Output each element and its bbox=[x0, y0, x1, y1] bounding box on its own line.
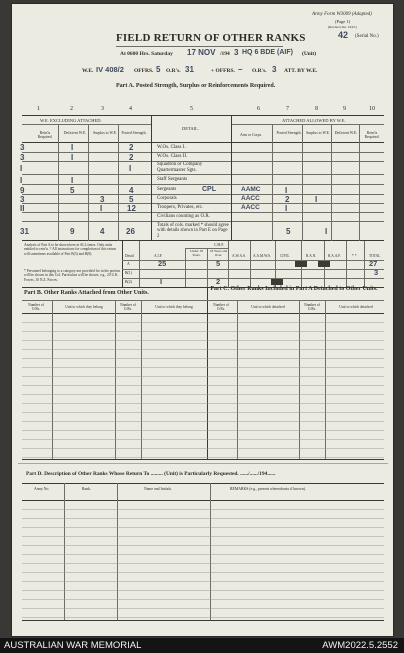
we-label: W.E. bbox=[82, 68, 94, 74]
form-revised: (Revised Jan. 1943.) bbox=[328, 25, 357, 29]
sub-header: Deficient W.E. bbox=[63, 131, 87, 135]
ors-label-2: O.R's. bbox=[252, 68, 267, 74]
part-c-col: Number of O.Rs. bbox=[213, 303, 229, 311]
cell-value: 9 bbox=[70, 227, 75, 236]
we-excl-label: W.E. EXCLUDING ATTACHED. bbox=[40, 118, 102, 123]
col-number: 7 bbox=[286, 106, 289, 112]
cell-value: I bbox=[20, 176, 23, 185]
analysis-header: 18 Years and Over. bbox=[209, 249, 228, 257]
offrs-value-2: – bbox=[238, 65, 243, 74]
part-d-col: Army No. bbox=[34, 487, 50, 491]
analysis-value: 3 bbox=[374, 268, 379, 277]
att-label: ATT. BY W.E. bbox=[284, 68, 318, 74]
sub-header: Posted Strength. bbox=[276, 131, 302, 135]
cell-value: 4 bbox=[100, 227, 105, 236]
cell-value: AACC bbox=[241, 204, 260, 211]
analysis-header: R.A.A.F. bbox=[328, 254, 341, 258]
cell-value: AAMC bbox=[241, 186, 261, 193]
cell-value: 4 bbox=[129, 186, 134, 195]
part-c-title: Part C. Other Ranks Included in Part A Detached to Other Units. bbox=[210, 286, 378, 292]
sub-header: Rein'ts Required. bbox=[37, 131, 53, 139]
col-number: 5 bbox=[190, 106, 193, 112]
sub-header: Arm or Corps. bbox=[239, 133, 263, 137]
detail-privates: Troopers, Privates, etc. bbox=[157, 205, 204, 210]
cell-value: 2 bbox=[129, 153, 134, 162]
sub-header: Surplus to W.E. bbox=[93, 131, 117, 135]
ors-value-1: 31 bbox=[185, 65, 194, 74]
cell-value: 2 bbox=[129, 143, 134, 152]
unit-value: HQ 6 BDE (AIF) bbox=[242, 49, 293, 56]
col-number: 1 bbox=[37, 106, 40, 112]
part-b-col: Unit to which they belong bbox=[155, 305, 193, 309]
unit-label: (Unit) bbox=[302, 51, 317, 57]
offrs-label-1: OFFRS. bbox=[134, 68, 154, 74]
analysis-header: Detail bbox=[125, 254, 134, 258]
col-number: 6 bbox=[257, 106, 260, 112]
year-value: 3 bbox=[234, 48, 239, 57]
analysis-header: CIVIL bbox=[280, 254, 290, 258]
col-number: 10 bbox=[369, 106, 375, 112]
cmf-label: C.M.F. bbox=[214, 243, 224, 247]
page-title: FIELD RETURN OF OTHER RANKS bbox=[116, 32, 306, 44]
part-b-title: Part B. Other Ranks Attached from Other Units. bbox=[24, 290, 149, 296]
analysis-footnote: * Personnel belonging to a category not provided for in the portion will be shown in this Col. Particulars will be shown, e.g., 20 U.K. Forces, 10 N.Z. Forces. bbox=[24, 269, 121, 282]
analysis-row-label: B(2) bbox=[125, 280, 132, 284]
cell-value: I bbox=[20, 164, 23, 173]
field-return-form bbox=[12, 4, 393, 636]
date-line-prefix: At 0600 Hrs. Saturday bbox=[120, 51, 173, 57]
ors-label-1: O.R's. bbox=[166, 68, 181, 74]
cell-value: 3 bbox=[20, 195, 25, 204]
part-d-col: Rank. bbox=[82, 487, 91, 491]
sub-header: Surplus to W.E. bbox=[306, 131, 330, 135]
analysis-header: TOTAL bbox=[369, 254, 381, 258]
part-b-col: Number of O.Rs. bbox=[120, 303, 136, 311]
cell-value: 12 bbox=[127, 204, 136, 213]
analysis-header: A.A.M.W.S. bbox=[253, 254, 271, 258]
detail-label: DETAIL. bbox=[182, 126, 200, 131]
analysis-value: I bbox=[160, 277, 163, 286]
cell-value: I bbox=[285, 204, 288, 213]
cell-value: 9 bbox=[20, 186, 25, 195]
serial-number: 42 bbox=[338, 30, 349, 40]
form-page: (Page 1) bbox=[335, 19, 351, 24]
analysis-value: 2 bbox=[216, 277, 221, 286]
analysis-header: Under 18 Years. bbox=[190, 249, 203, 257]
detail-staff-sgts: Staff Sergeants bbox=[157, 177, 188, 182]
col-number: 4 bbox=[129, 106, 132, 112]
part-a-title: Part A. Posted Strength, Surplus or Reinforcements Required. bbox=[116, 83, 276, 89]
archive-footer bbox=[0, 638, 404, 653]
analysis-header: R.A.N. bbox=[306, 254, 317, 258]
cell-value: 31 bbox=[20, 227, 29, 236]
part-b-col: Unit to which they belong bbox=[65, 305, 103, 309]
offrs-value-1: 5 bbox=[156, 65, 161, 74]
cell-value: 5 bbox=[286, 227, 291, 236]
cell-value: 5 bbox=[129, 195, 134, 204]
col-number: 8 bbox=[315, 106, 318, 112]
analysis-value: 25 bbox=[158, 259, 167, 268]
part-d-col: REMARKS (e.g., present whereabouts if known). bbox=[230, 487, 306, 491]
analysis-row-label: A bbox=[127, 262, 130, 266]
part-c-col: Number of O.Rs. bbox=[304, 303, 320, 311]
cell-value: 5 bbox=[70, 186, 75, 195]
cell-value: 3 bbox=[100, 195, 105, 204]
analysis-header: * * bbox=[352, 254, 357, 258]
col-number: 9 bbox=[343, 106, 346, 112]
analysis-header: A.W.A.S. bbox=[232, 254, 246, 258]
part-d-col: Name and Initials. bbox=[144, 487, 172, 491]
detail-wo2: W.Os. Class II. bbox=[157, 154, 188, 159]
cell-value: II bbox=[20, 204, 25, 213]
we-value: IV 408/2 bbox=[96, 65, 124, 74]
plus-offrs: + OFFRS. bbox=[211, 68, 235, 74]
cell-value: I bbox=[71, 153, 74, 162]
cell-value: I bbox=[71, 176, 74, 185]
footer-institution: AUSTRALIAN WAR MEMORIAL bbox=[4, 640, 142, 651]
cell-value: 3 bbox=[20, 153, 25, 162]
cell-value: I bbox=[71, 143, 74, 152]
sub-header: Rein'ts Required. bbox=[364, 131, 380, 139]
detail-corporals: Corporals bbox=[157, 196, 177, 201]
analysis-header: A.I.F. bbox=[154, 254, 163, 258]
form-id: Army Form W3009 (Adapted) bbox=[312, 12, 372, 17]
sub-header: Deficient W.E. bbox=[334, 131, 358, 135]
cell-value: 2 bbox=[285, 195, 290, 204]
cell-value: I bbox=[325, 227, 328, 236]
analysis-row-label: B(1) bbox=[125, 271, 132, 275]
analysis-notes: Analysis of Part A to be shown here at ALL times. Only units entitled to rein'ts. ? All instructions for completion of this return will sometimes available of Part B(3) and B(8). bbox=[24, 243, 116, 256]
cell-value: I bbox=[100, 204, 103, 213]
part-c-col: Unit to which detached bbox=[339, 305, 373, 309]
part-c-col: Unit to which detached bbox=[251, 305, 285, 309]
part-d-title: Part D. Description of Other Ranks Whose Return To ......... (Unit) is Particularly Requested. ....../....../194...... bbox=[26, 471, 276, 477]
year-prefix: /194 bbox=[220, 51, 230, 57]
footer-accession-number: AWM2022.5.2552 bbox=[322, 640, 398, 651]
cell-value: AACC bbox=[241, 195, 260, 202]
part-b-col: Number of O.Rs. bbox=[28, 303, 44, 311]
attached-allowed-label: ATTACHED ALLOWED BY W.E. bbox=[282, 118, 346, 123]
detail-cqms: Squadron or Company Quartermaster Sgts. bbox=[157, 162, 203, 173]
cell-value: CPL bbox=[202, 186, 216, 193]
col-number: 2 bbox=[70, 106, 73, 112]
serial-label: (Serial No.) bbox=[355, 34, 379, 39]
analysis-value: 27 bbox=[369, 259, 378, 268]
detail-wo1: W.Os. Class I. bbox=[157, 145, 186, 150]
ors-value-2: 3 bbox=[272, 65, 277, 74]
date-value: 17 NOV bbox=[187, 48, 216, 57]
cell-value: I bbox=[315, 195, 318, 204]
detail-totals: Totals of cols. marked * should agree with details shown in Part E on Page 2 bbox=[157, 223, 229, 239]
detail-civilians: Civilians counting as O.R. bbox=[157, 214, 210, 219]
sub-header: Posted Strength. bbox=[121, 131, 147, 135]
cell-value: I bbox=[129, 164, 132, 173]
detail-sergeants: Sergeants bbox=[157, 187, 177, 192]
cell-value: I bbox=[285, 186, 288, 195]
analysis-value: 5 bbox=[216, 259, 221, 268]
cell-value: 3 bbox=[20, 143, 25, 152]
cell-value: 26 bbox=[126, 227, 135, 236]
col-number: 3 bbox=[101, 106, 104, 112]
